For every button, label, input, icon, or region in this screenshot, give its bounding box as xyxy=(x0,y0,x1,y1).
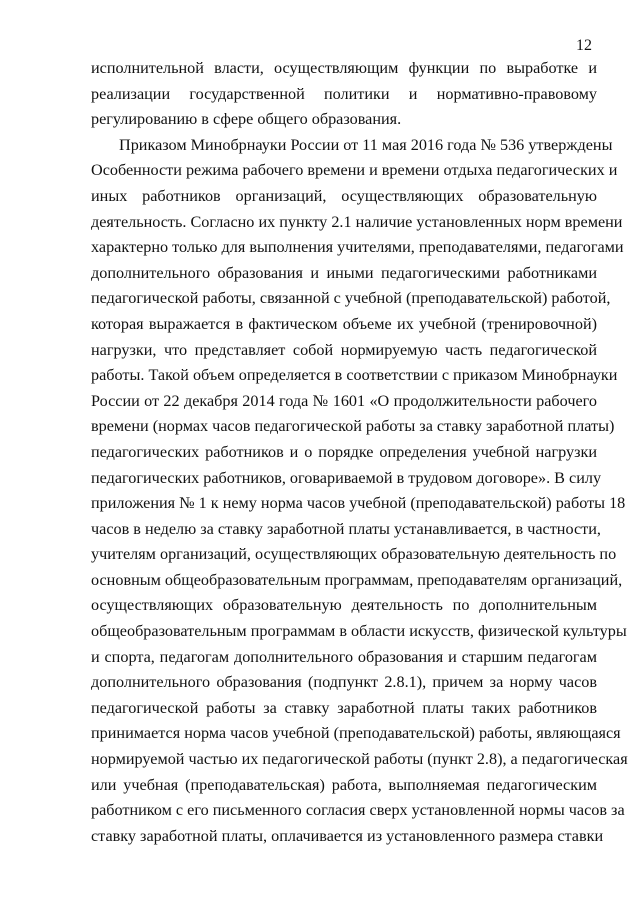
text-line: которая выражается в фактическом объеме их учебной (тренировочной) xyxy=(91,314,597,333)
text-line: работы. Такой объем определяется в соответствии с приказом Минобрнауки xyxy=(91,366,618,385)
text-line: осуществляющих образовательную деятельность по дополнительным xyxy=(91,596,597,615)
text-line: и спорта, педагогам дополнительного образования и старшим педагогам xyxy=(91,647,597,666)
text-line: дополнительного образования и иными педагогическими работниками xyxy=(91,263,597,282)
paragraph-1 xyxy=(91,56,597,133)
paragraph-2 xyxy=(91,133,628,850)
text-line: педагогической работы, связанной с учебной (преподавательской) работой, xyxy=(91,289,611,308)
text-line: общеобразовательным программам в области искусств, физической культуры xyxy=(91,622,627,641)
text-line: принимается норма часов учебной (преподавательской) работы, являющаяся xyxy=(91,724,621,743)
page-number: 12 xyxy=(576,37,592,54)
text-line: часов в неделю за ставку заработной платы устанавливается, в частности, xyxy=(91,519,601,538)
text-line: характерно только для выполнения учителями, преподавателями, педагогами xyxy=(91,238,624,257)
text-line: деятельность. Согласно их пункту 2.1 наличие установленных норм времени xyxy=(91,212,623,231)
text-line: реализации государственной политики и нормативно-правовому xyxy=(91,84,597,103)
text-line: приложения № 1 к нему норма часов учебной (преподавательской) работы 18 xyxy=(91,494,626,513)
text-line: ставку заработной платы, оплачивается из установленного размера ставки xyxy=(91,826,604,845)
text-line: Особенности режима рабочего времени и времени отдыха педагогических и xyxy=(91,161,618,180)
text-line: нагрузки, что представляет собой нормируемую часть педагогической xyxy=(91,340,597,359)
text-line: педагогических работников, оговариваемой в трудовом договоре». В силу xyxy=(91,468,602,487)
text-line: педагогических работников и о порядке определения учебной нагрузки xyxy=(91,442,597,461)
text-line: педагогической работы за ставку заработной платы таких работников xyxy=(91,698,597,717)
text-line: нормируемой частью их педагогической работы (пункт 2.8), а педагогическая xyxy=(91,750,628,769)
text-line: дополнительного образования (подпункт 2.8.1), причем за норму часов xyxy=(91,673,597,692)
text-line: работником с его письменного согласия сверх установленной нормы часов за xyxy=(91,801,625,820)
text-line: учителям организаций, осуществляющих образовательную деятельность по xyxy=(91,545,617,564)
text-line: времени (нормах часов педагогической работы за ставку заработной платы) xyxy=(91,417,615,436)
text-line: или учебная (преподавательская) работа, выполняемая педагогическим xyxy=(91,775,597,794)
text-line: Приказом Минобрнауки России от 11 мая 2016 года № 536 утверждены xyxy=(119,135,613,154)
document-body xyxy=(91,56,628,849)
text-line: России от 22 декабря 2014 года № 1601 «О продолжительности рабочего xyxy=(91,391,597,410)
text-line: иных работников организаций, осуществляющих образовательную xyxy=(91,186,597,205)
text-line: исполнительной власти, осуществляющим функции по выработке и xyxy=(91,59,597,77)
text-line: регулированию в сфере общего образования. xyxy=(91,110,402,129)
text-line: основным общеобразовательным программам, преподавателям организаций, xyxy=(91,570,623,589)
